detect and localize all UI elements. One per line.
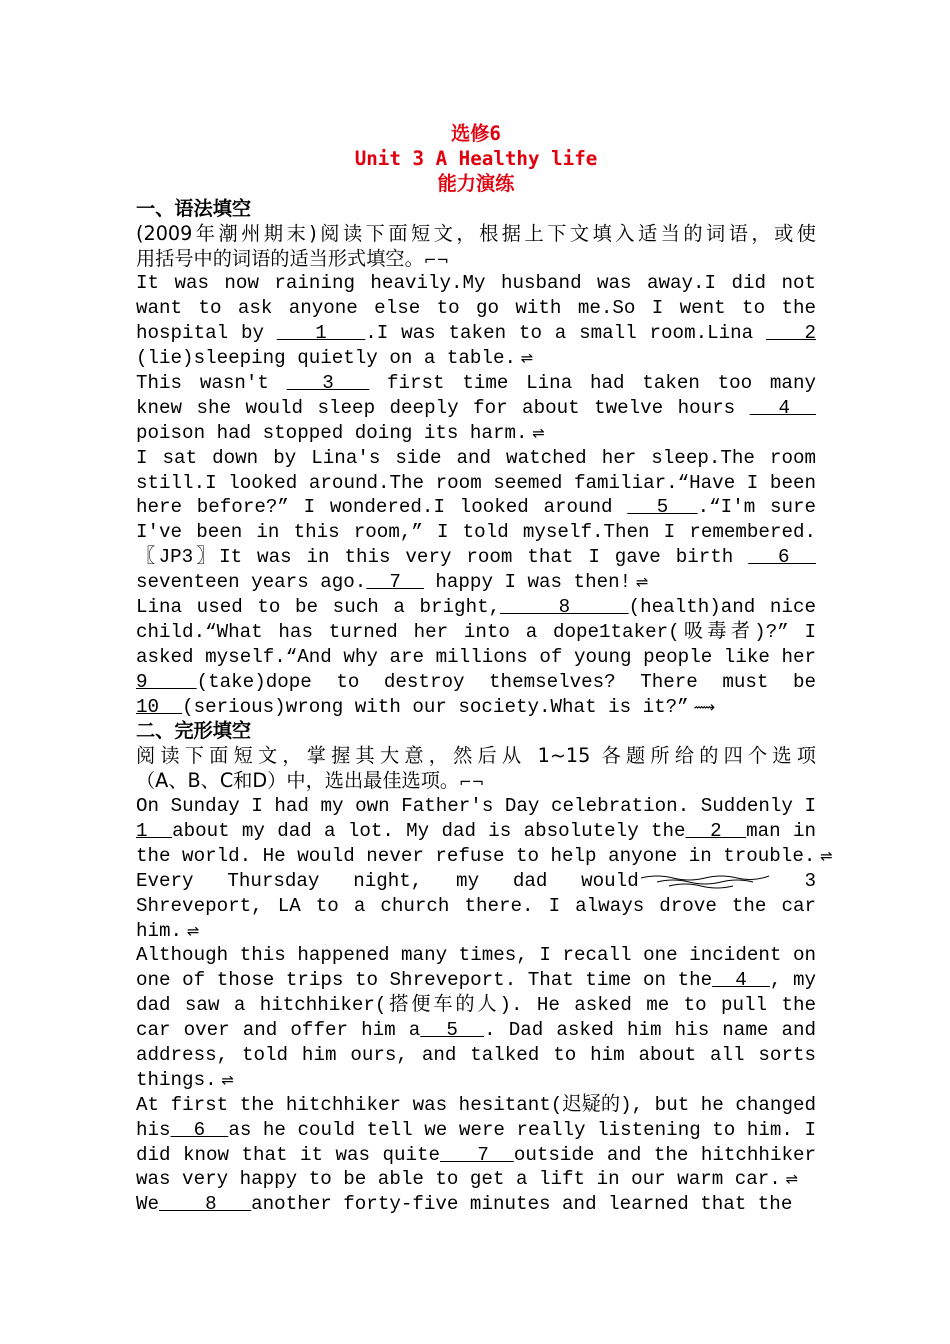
passage-line bbox=[136, 495, 816, 520]
passage-line bbox=[136, 894, 816, 919]
answer-blank: 2 bbox=[765, 322, 816, 345]
passage-text: one of those trips to Shreveport. That time on the bbox=[136, 969, 713, 992]
passage-line bbox=[136, 1167, 816, 1192]
passage-text: It was now raining heavily.My husband was away.I did not bbox=[136, 272, 816, 295]
passage-text: At first the hitchhiker was hesitant(迟疑的), but he changed bbox=[136, 1093, 816, 1116]
passage-text: his bbox=[136, 1118, 171, 1141]
answer-blank: 6 bbox=[170, 1118, 229, 1141]
passage-text: 3 bbox=[770, 869, 816, 892]
passage-text: was very happy to be able to get a lift in our warm car. bbox=[136, 1168, 781, 1191]
passage-line bbox=[136, 919, 816, 944]
passage-text: first time Lina had taken too many bbox=[386, 371, 816, 394]
passage-line bbox=[136, 1093, 816, 1118]
answer-blank: 5 bbox=[627, 496, 698, 519]
passage-line bbox=[136, 545, 816, 570]
passage-line bbox=[136, 695, 816, 720]
passage-line bbox=[136, 446, 816, 471]
answer-blank: 8 bbox=[500, 595, 629, 618]
answer-blank: 10 bbox=[136, 695, 183, 718]
section1-instruction: (2009年潮州期末)阅读下面短文，根据上下文填入适当的词语，或使 bbox=[136, 221, 816, 245]
passage-text: asked myself.“And why are millions of young people like her bbox=[136, 645, 816, 668]
answer-blank: 8 bbox=[159, 1193, 252, 1216]
wavy-mark-icon bbox=[639, 870, 771, 892]
answer-blank: 7 bbox=[366, 571, 424, 594]
passage-text: (lie)sleeping quietly on a table. bbox=[136, 347, 516, 370]
passage-text: him. bbox=[136, 919, 183, 942]
passage-text: . Dad asked him his name and bbox=[484, 1019, 816, 1042]
section1-heading: 一、语法填空 bbox=[136, 196, 252, 220]
passage-line bbox=[136, 819, 816, 844]
instruction-text: 用括号中的词语的适当形式填空。 bbox=[136, 246, 424, 270]
answer-blank: 6 bbox=[748, 546, 816, 569]
passage-text: I sat down by Lina's side and watched her sleep.The room bbox=[136, 446, 816, 469]
section-subtitle: 能力演练 bbox=[437, 171, 515, 195]
passage-text: Although this happened many times, I recall one incident on bbox=[136, 944, 816, 967]
passage-line bbox=[136, 869, 816, 894]
passage-line bbox=[136, 993, 816, 1018]
passage-text: the world. He would never refuse to help anyone in trouble. bbox=[136, 844, 816, 867]
squiggle-mark-icon: ⟿ bbox=[688, 697, 715, 716]
passage-text: (serious)wrong with our society.What is it?” bbox=[182, 695, 689, 718]
passage-text: child.“What has turned her into a dope1taker(吸毒者)?” I bbox=[136, 620, 816, 643]
passage-line bbox=[136, 570, 816, 595]
answer-blank: 2 bbox=[685, 819, 747, 842]
passage-text: Lina used to be such a bright, bbox=[136, 595, 501, 618]
passage-text: seventeen years ago. bbox=[136, 571, 367, 594]
passage-text: Every Thursday night, my dad would bbox=[136, 869, 639, 892]
passage-line bbox=[136, 943, 816, 968]
passage-line bbox=[136, 595, 816, 620]
passage-line bbox=[136, 794, 816, 819]
passage-text: things. bbox=[136, 1068, 217, 1091]
passage-text: Shreveport, LA to a church there. I always drove the car bbox=[136, 894, 816, 917]
passage-text: address, told him ours, and talked to him about all sorts bbox=[136, 1044, 816, 1066]
passage-text: (take)dope to destroy themselves? There must be bbox=[196, 670, 816, 693]
section2-instruction-cont bbox=[136, 769, 816, 794]
passage-text: 〖JP3〗It was in this very room that I gave birth bbox=[136, 546, 749, 569]
passage-text: , my bbox=[769, 969, 816, 992]
answer-blank: 3 bbox=[286, 371, 370, 394]
passage-line bbox=[136, 844, 833, 869]
passage-line bbox=[136, 645, 816, 670]
passage-text: about my dad a lot. My dad is absolutely the bbox=[172, 819, 686, 842]
passage-text: here before?” I wondered.I looked around bbox=[136, 496, 628, 519]
answer-blank: 5 bbox=[420, 1019, 485, 1042]
passage-line bbox=[136, 296, 816, 321]
section1-passage bbox=[136, 271, 816, 719]
passage-line bbox=[136, 396, 816, 421]
unit-title: Unit 3 A Healthy life bbox=[354, 146, 598, 170]
passage-text: This wasn't bbox=[136, 371, 287, 394]
passage-text: still.I looked around.The room seemed familiar.“Have I been bbox=[136, 471, 816, 494]
passage-line bbox=[136, 1018, 816, 1043]
passage-text: as he could tell we were really listening to him. I bbox=[228, 1118, 816, 1141]
passage-line bbox=[136, 421, 816, 446]
answer-blank: 9 bbox=[136, 670, 197, 693]
paragraph-mark-icon: ⇌ bbox=[631, 573, 649, 592]
passage-text: (health)and nice bbox=[628, 595, 816, 618]
passage-line bbox=[136, 670, 816, 695]
paragraph-mark-icon: ⇌ bbox=[515, 349, 534, 368]
paragraph-mark-icon: ⇌ bbox=[527, 423, 545, 442]
passage-text: outside and the hitchhiker bbox=[513, 1143, 816, 1166]
passage-text: poison had stopped doing its harm. bbox=[136, 421, 528, 444]
passage-text: We bbox=[136, 1193, 160, 1216]
passage-text: car over and offer him a bbox=[136, 1019, 421, 1042]
answer-blank: 1 bbox=[136, 819, 173, 842]
book-title: 选修6 bbox=[451, 122, 501, 145]
passage-line bbox=[136, 620, 816, 645]
passage-line bbox=[136, 1143, 816, 1168]
passage-text: want to ask anyone else to go with me.So I went to the bbox=[136, 297, 816, 320]
passage-line bbox=[136, 1068, 816, 1093]
passage-line bbox=[136, 520, 816, 545]
paragraph-mark-icon: ⇌ bbox=[216, 1070, 234, 1089]
passage-text: dad saw a hitchhiker(搭便车的人). He asked me to pull the bbox=[136, 994, 816, 1017]
passage-text: knew she would sleep deeply for about twelve hours bbox=[136, 396, 750, 419]
paragraph-mark-icon: ⇌ bbox=[182, 921, 200, 940]
passage-text: another forty-five minutes and learned that the bbox=[251, 1193, 793, 1216]
return-mark-icon: ⌐¬ bbox=[459, 773, 485, 792]
passage-text: On Sunday I had my own Father's Day celebration. Suddenly I bbox=[136, 795, 816, 818]
passage-text: .“I'm sure bbox=[697, 496, 816, 519]
passage-line bbox=[136, 346, 816, 371]
passage-line bbox=[136, 1043, 816, 1068]
section2-instruction: 阅读下面短文，掌握其大意，然后从 1~15 各题所给的四个选项 bbox=[136, 744, 816, 768]
passage-line bbox=[136, 321, 816, 346]
passage-line bbox=[136, 271, 816, 296]
section2-heading: 二、完形填空 bbox=[136, 719, 252, 743]
answer-blank: 4 bbox=[712, 969, 770, 992]
answer-blank: 7 bbox=[440, 1143, 514, 1166]
passage-text: did know that it was quite bbox=[136, 1143, 441, 1166]
passage-line bbox=[136, 1192, 816, 1217]
section2-passage bbox=[136, 794, 833, 1217]
return-mark-icon: ⌐¬ bbox=[423, 250, 449, 269]
passage-text: hospital by bbox=[136, 322, 277, 345]
passage-text: .I was taken to a small room.Lina bbox=[365, 322, 766, 345]
passage-text: man in bbox=[746, 819, 816, 842]
passage-text: happy I was then! bbox=[423, 571, 632, 594]
document-page bbox=[136, 122, 833, 1217]
passage-text: I've been in this room,” I told myself.Then I remembered. bbox=[136, 521, 816, 544]
section1-instruction-cont bbox=[136, 247, 816, 272]
answer-blank: 1 bbox=[276, 322, 366, 345]
paragraph-mark-icon: ⇌ bbox=[780, 1170, 799, 1189]
paragraph-mark-icon: ⇌ bbox=[815, 846, 833, 865]
passage-line bbox=[136, 1118, 816, 1143]
passage-line bbox=[136, 471, 816, 496]
answer-blank: 4 bbox=[749, 396, 816, 419]
passage-line bbox=[136, 968, 816, 993]
passage-line bbox=[136, 371, 816, 396]
instruction-text: （A、B、C和D）中，选出最佳选项。 bbox=[136, 769, 460, 793]
